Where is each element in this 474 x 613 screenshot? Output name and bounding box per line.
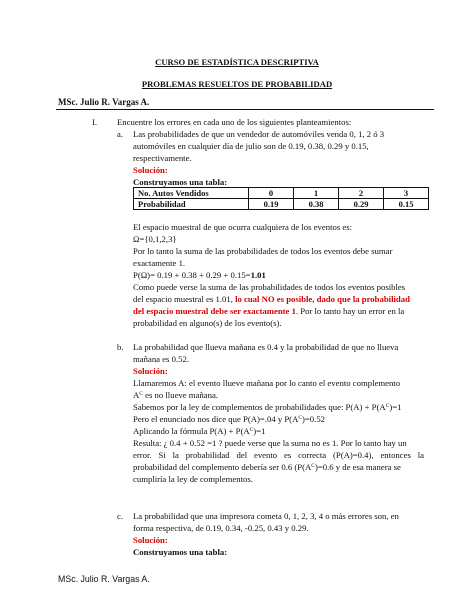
table-cell: 0.15 <box>384 199 429 210</box>
item-a-conclusion-line-3 <box>133 306 404 317</box>
table-row <box>134 199 429 210</box>
text-segment: Sabemos por la ley de complementos de probabilidades que: P(A) + P(A <box>133 402 386 412</box>
item-b-letter: b. <box>117 342 124 352</box>
item-b-statement-line-1: La probabilidad que llueva mañana es 0.4 y la probabilidad de que no llueva <box>133 342 399 352</box>
table-cell: 0.19 <box>249 199 294 210</box>
complement-superscript: C <box>385 403 390 409</box>
table-cell: 2 <box>339 188 384 199</box>
item-b-definition-line-1: Llamaremos A: el evento llueve mañana por lo canto el evento complemento <box>133 378 401 388</box>
table-cell: No. Autos Vendidos <box>134 188 249 199</box>
item-a-conclusion-line-2 <box>133 294 410 305</box>
item-a-conclusion-line-1: Como puede verse la suma de las probabilidades de todos los eventos posibles <box>133 282 406 292</box>
text-segment: )=0.52 <box>302 414 326 424</box>
item-b-solution-label: Solución: <box>133 366 168 376</box>
complement-superscript: C <box>139 391 143 397</box>
complement-superscript: C <box>311 463 315 469</box>
item-a-sum-text-line-2: exactamente 1. <box>133 258 186 268</box>
item-b-complement-law <box>133 402 402 413</box>
item-c-solution-label: Solución: <box>133 535 168 545</box>
item-c-statement-line-1: La probabilidad que una impresora cometa 0, 1, 2, 3, 4 o más errores son, en <box>133 511 399 521</box>
text-segment: )=0.6 y de esa manera se <box>314 462 401 472</box>
item-a-letter: a. <box>117 129 124 139</box>
section-numeral: I. <box>92 117 98 127</box>
item-c-statement-line-2: forma respectiva, de 0.19, 0.34, -0.25, 0.43 y 0.29. <box>133 523 309 533</box>
text-segment: )=1 <box>253 426 266 436</box>
item-a-sample-space-set: Ω={0,1,2,3} <box>133 234 177 244</box>
item-b-definition-line-2 <box>133 390 218 401</box>
item-b-result-line-1: Resulta: ¿ 0.4 + 0.52 =1 ? puede verse que la suma no es 1. Por lo tanto hay un <box>133 438 407 448</box>
item-b-given-values <box>133 414 325 425</box>
table-cell: 3 <box>384 188 429 199</box>
text-segment: )=1 <box>389 402 402 412</box>
item-a-statement-line-1: Las probabilidades de que un vendedor de automóviles venda 0, 1, 2 ó 3 <box>133 129 385 139</box>
text-segment: es no llueve mañana. <box>142 390 218 400</box>
item-b-result-line-2: error. Si la probabilidad del evento es correcta (P(A)=0.4), entonces la <box>133 450 424 460</box>
conclusion-highlight: del espacio muestral debe ser exactamente 1 <box>133 306 296 316</box>
conclusion-highlight: lo cual NO es posible, dado que la probabilidad <box>235 294 410 304</box>
conclusion-text: del espacio muestral es 1.01, <box>133 294 236 304</box>
item-a-table-label: Construyamos una tabla: <box>133 177 228 187</box>
item-c-table-label: Construyamos una tabla: <box>133 547 228 557</box>
item-b-apply-formula <box>133 426 265 437</box>
probability-table <box>133 187 429 210</box>
formula-expression: P(Ω)= 0.19 + 0.38 + 0.29 + 0.15= <box>133 270 251 280</box>
table-cell: 1 <box>294 188 339 199</box>
item-b-result-line-3 <box>133 462 401 473</box>
item-a-statement-line-2: automóviles en cualquier día de julio son de 0.19, 0.38, 0.29 y 0.15, <box>133 141 369 151</box>
item-a-sum-text-line-1: Por lo tanto la suma de las probabilidades de todos los eventos debe sumar <box>133 246 393 256</box>
complement-superscript: C <box>249 427 254 433</box>
text-segment: Aplicando la fórmula P(A) + P(A <box>133 426 250 436</box>
footer-author: MSc. Julio R. Vargas A. <box>58 574 150 584</box>
item-a-conclusion-line-4: probabilidad en alguno(s) de los evento(s). <box>133 318 282 328</box>
item-c-letter: c. <box>117 511 124 521</box>
item-a-solution-label: Solución: <box>133 165 168 175</box>
text-segment: A <box>133 390 140 400</box>
table-row <box>134 188 429 199</box>
conclusion-text: . Por lo tanto hay un error en la <box>295 306 405 316</box>
document-subtitle: PROBLEMAS RESUELTOS DE PROBABILIDAD <box>141 79 333 89</box>
table-cell: 0.38 <box>294 199 339 210</box>
table-cell: 0 <box>249 188 294 199</box>
table-cell: Probabilidad <box>134 199 249 210</box>
item-a-formula <box>133 270 266 281</box>
text-segment: probabilidad del complemento debería ser 0.6 (P(A <box>133 462 312 472</box>
item-b-result-line-4: cumpliría la ley de complementos. <box>133 474 253 484</box>
text-segment: Pero el enunciado nos dice que P(A)=.04 y P(A <box>133 414 299 424</box>
table-cell: 0.29 <box>339 199 384 210</box>
course-title: CURSO DE ESTADÍSTICA DESCRIPTIVA <box>155 57 319 67</box>
item-a-statement-line-3: respectivamente. <box>133 153 192 163</box>
complement-superscript: C <box>298 415 303 421</box>
item-a-sample-space-text: El espacio muestral de que ocurra cualquiera de los eventos es: <box>133 222 353 232</box>
section-intro: Encuentre los errores en cada uno de los siguientes planteamientos: <box>117 117 352 127</box>
item-b-statement-line-2: mañana es 0.52. <box>133 354 189 364</box>
formula-result: 1.01 <box>250 270 266 280</box>
header-divider <box>56 109 434 110</box>
header-author: MSc. Julio R. Vargas A. <box>58 97 150 107</box>
